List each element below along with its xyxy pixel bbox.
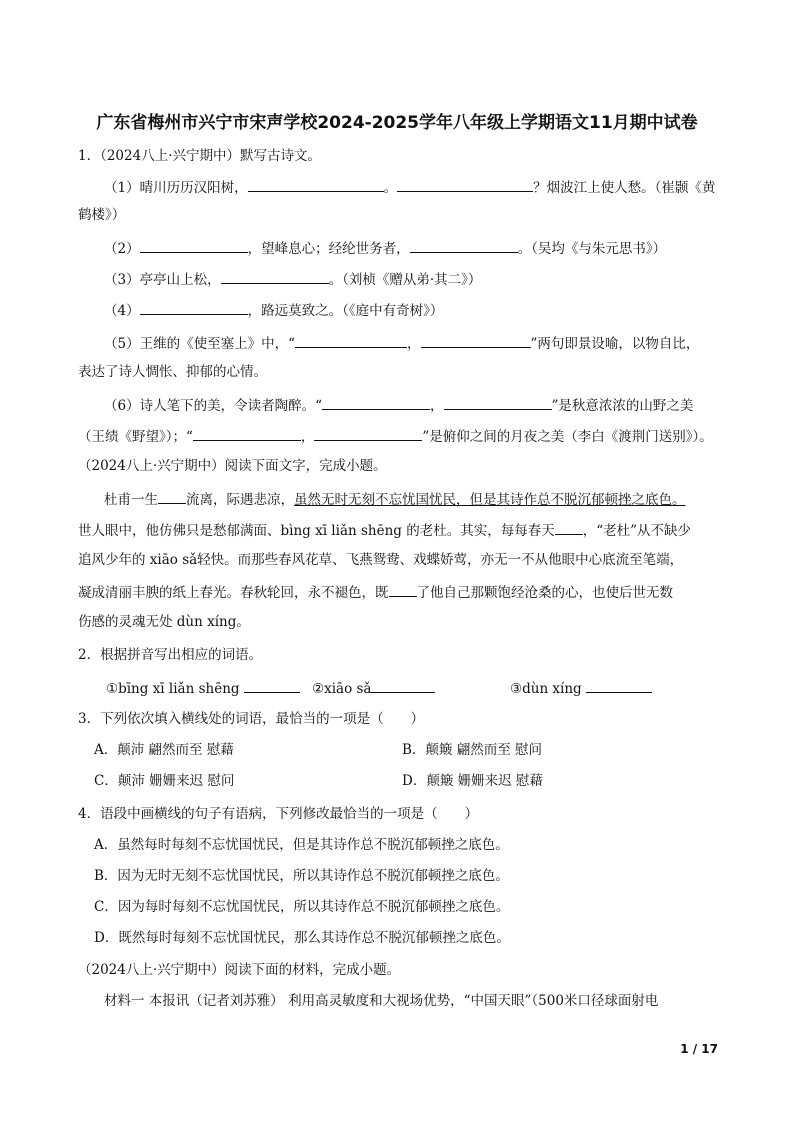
q3-option-a[interactable]: A．颠沛 翩然而至 慰藉 xyxy=(94,742,234,758)
q1-blank-4[interactable] xyxy=(410,237,518,253)
q1-item-6-text-a: （6）诗人笔下的美，令读者陶醉。“ xyxy=(104,398,322,414)
q2-item-a xyxy=(106,677,300,699)
q1-item-4 xyxy=(104,299,718,321)
q1-item-5-text-b: ， xyxy=(407,336,421,352)
page-title: 广东省梅州市兴宁市宋声学校2024-2025学年八年级上学期语文11月期中试卷 xyxy=(96,113,698,133)
q1-blank-10[interactable] xyxy=(444,394,552,410)
q1-item-3-text-b: 。（刘桢《赠从弟·其二》） xyxy=(328,272,482,288)
q2-item-c-text: ③dùn xíng xyxy=(510,681,582,697)
q1-item-1-text-a: （1）晴川历历汉阳树， xyxy=(104,180,248,196)
q1-blank-8[interactable] xyxy=(421,332,531,348)
passage1-line-1 xyxy=(104,488,718,510)
passage1-blank-1[interactable] xyxy=(158,488,186,504)
q2-blank-b[interactable] xyxy=(371,677,435,693)
q1-item-6-text-c: ”是秋意浓浓的山野之美 xyxy=(551,398,694,414)
q2-item-a-text: ①bīng xī liǎn shēng xyxy=(106,681,240,697)
q1-item-2-text-a: （2） xyxy=(104,241,140,257)
q1-item-6-text-e: ， xyxy=(300,429,315,445)
q1-item-2-text-b: ，望峰息心；经纶世务者， xyxy=(247,241,410,257)
passage1-line-1-a: 杜甫一生 xyxy=(104,492,158,508)
q2-item-c xyxy=(510,677,652,699)
q1-blank-3[interactable] xyxy=(140,237,248,253)
q1-blank-12[interactable] xyxy=(314,425,422,441)
passage1-line-5: 伤感的灵魂无处 dùn xíng。 xyxy=(78,614,250,630)
passage1-line-2 xyxy=(78,519,718,541)
q4-option-a[interactable]: A．虽然每时每刻不忘忧国忧民，但是其诗作总不脱沉郁顿挫之底色。 xyxy=(94,837,509,853)
passage2-intro: （2024八上·兴宁期中）阅读下面的材料，完成小题。 xyxy=(78,962,401,978)
q2-item-b xyxy=(312,677,435,699)
q1-heading: 1．（2024八上·兴宁期中）默写古诗文。 xyxy=(78,148,321,164)
passage1-blank-3[interactable] xyxy=(389,581,417,597)
q1-item-5-text-a: （5）王维的《使至塞上》中，“ xyxy=(104,336,295,352)
underlined-sentence: 虽然无时无刻不忘忧国忧民，但是其诗作总不脱沉郁顿挫之底色。 xyxy=(294,492,686,508)
passage1-line-4-b: 了他自己那颗饱经沧桑的心，也使后世无数 xyxy=(416,585,673,601)
q1-blank-6[interactable] xyxy=(140,299,248,315)
q2-heading: 2．根据拼音写出相应的词语。 xyxy=(78,647,263,663)
q1-item-4-text-a: （4） xyxy=(104,303,140,319)
passage1-line-4-a: 凝成清丽丰腴的纸上春光。春秋轮回，永不褪色，既 xyxy=(78,585,389,601)
passage1-intro: （2024八上·兴宁期中）阅读下面文字，完成小题。 xyxy=(78,458,387,474)
q2-blank-c[interactable] xyxy=(586,677,652,693)
q1-blank-7[interactable] xyxy=(295,332,407,348)
q3-option-d[interactable]: D．颠簸 姗姗来迟 慰藉 xyxy=(402,773,543,789)
q3-option-b[interactable]: B．颠簸 翩然而至 慰问 xyxy=(402,742,543,758)
q1-item-6-text-b: ， xyxy=(430,398,444,414)
passage2-line-1: 材料一 本报讯（记者刘苏雅） 利用高灵敏度和大视场优势，“中国天眼”（500米口径球面射电 xyxy=(104,993,659,1009)
passage1-line-3: 追风少年的 xiāo sǎ轻快。而那些春风花草、飞燕鸳鸯、戏蝶娇莺，亦无一不从他眼中心底流至笔端， xyxy=(78,552,684,568)
passage1-blank-2[interactable] xyxy=(555,519,583,535)
q2-blank-a[interactable] xyxy=(244,677,300,693)
q1-item-1-text-c: ？烟波江上使人愁。（崔颢《黄 xyxy=(533,180,716,196)
q1-item-2 xyxy=(104,237,718,259)
q1-item-1 xyxy=(104,176,718,198)
passage1-line-4 xyxy=(78,581,718,603)
q4-option-b[interactable]: B．因为无时无刻不忘忧国忧民，所以其诗作总不脱沉郁顿挫之底色。 xyxy=(94,868,509,884)
q1-blank-11[interactable] xyxy=(193,425,301,441)
q1-item-3 xyxy=(104,268,718,290)
q4-option-c[interactable]: C．因为每时每刻不忘忧国忧民，所以其诗作总不脱沉郁顿挫之底色。 xyxy=(94,899,510,915)
q1-blank-2[interactable] xyxy=(397,176,533,192)
q1-item-5-cont: 表达了诗人惆怅、抑郁的心情。 xyxy=(78,364,267,380)
q1-item-6-text-d: （王绩《野望》）；“ xyxy=(78,429,193,445)
q1-blank-1[interactable] xyxy=(248,176,384,192)
q1-item-5-text-c: ”两句即景设喻，以物自比， xyxy=(530,336,700,352)
q2-item-b-text: ②xiāo sǎ xyxy=(312,681,372,697)
passage1-line-2-a: 世人眼中，他仿佛只是愁郁满面、bìng xī liǎn shēng 的老杜。其实，每每春天 xyxy=(78,523,555,539)
q1-item-6-text-f: ”是俯仰之间的月夜之美（李白《渡荆门送别》）。 xyxy=(422,429,713,445)
q3-option-c[interactable]: C．颠沛 姗姗来迟 慰问 xyxy=(94,773,235,789)
q1-item-2-text-c: 。（吴均《与朱元思书》） xyxy=(517,241,667,257)
page-number: 1 / 17 xyxy=(680,1042,718,1056)
passage1-line-1-b: 流离，际遇悲凉， xyxy=(186,492,294,508)
passage1-line-2-b: ，“老杜”从不缺少 xyxy=(582,523,692,539)
q3-heading: 3．下列依次填入横线处的词语，最恰当的一项是（ ） xyxy=(78,711,425,727)
q4-heading: 4．语段中画横线的句子有语病，下列修改最恰当的一项是（ ） xyxy=(78,806,479,822)
q1-item-1-cont: 鹤楼》） xyxy=(78,207,126,223)
q4-option-d[interactable]: D．既然每时每刻不忘忧国忧民，那么其诗作总不脱沉郁顿挫之底色。 xyxy=(94,930,510,946)
q1-item-5 xyxy=(104,332,718,354)
q1-item-6-cont xyxy=(78,425,718,447)
q1-blank-5[interactable] xyxy=(221,268,329,284)
q1-item-1-text-b: 。 xyxy=(383,180,398,196)
q1-blank-9[interactable] xyxy=(322,394,430,410)
q1-item-6 xyxy=(104,394,718,416)
q1-item-3-text-a: （3）亭亭山上松， xyxy=(104,272,221,288)
q1-item-4-text-b: ，路远莫致之。（《庭中有奇树》） xyxy=(247,303,444,319)
